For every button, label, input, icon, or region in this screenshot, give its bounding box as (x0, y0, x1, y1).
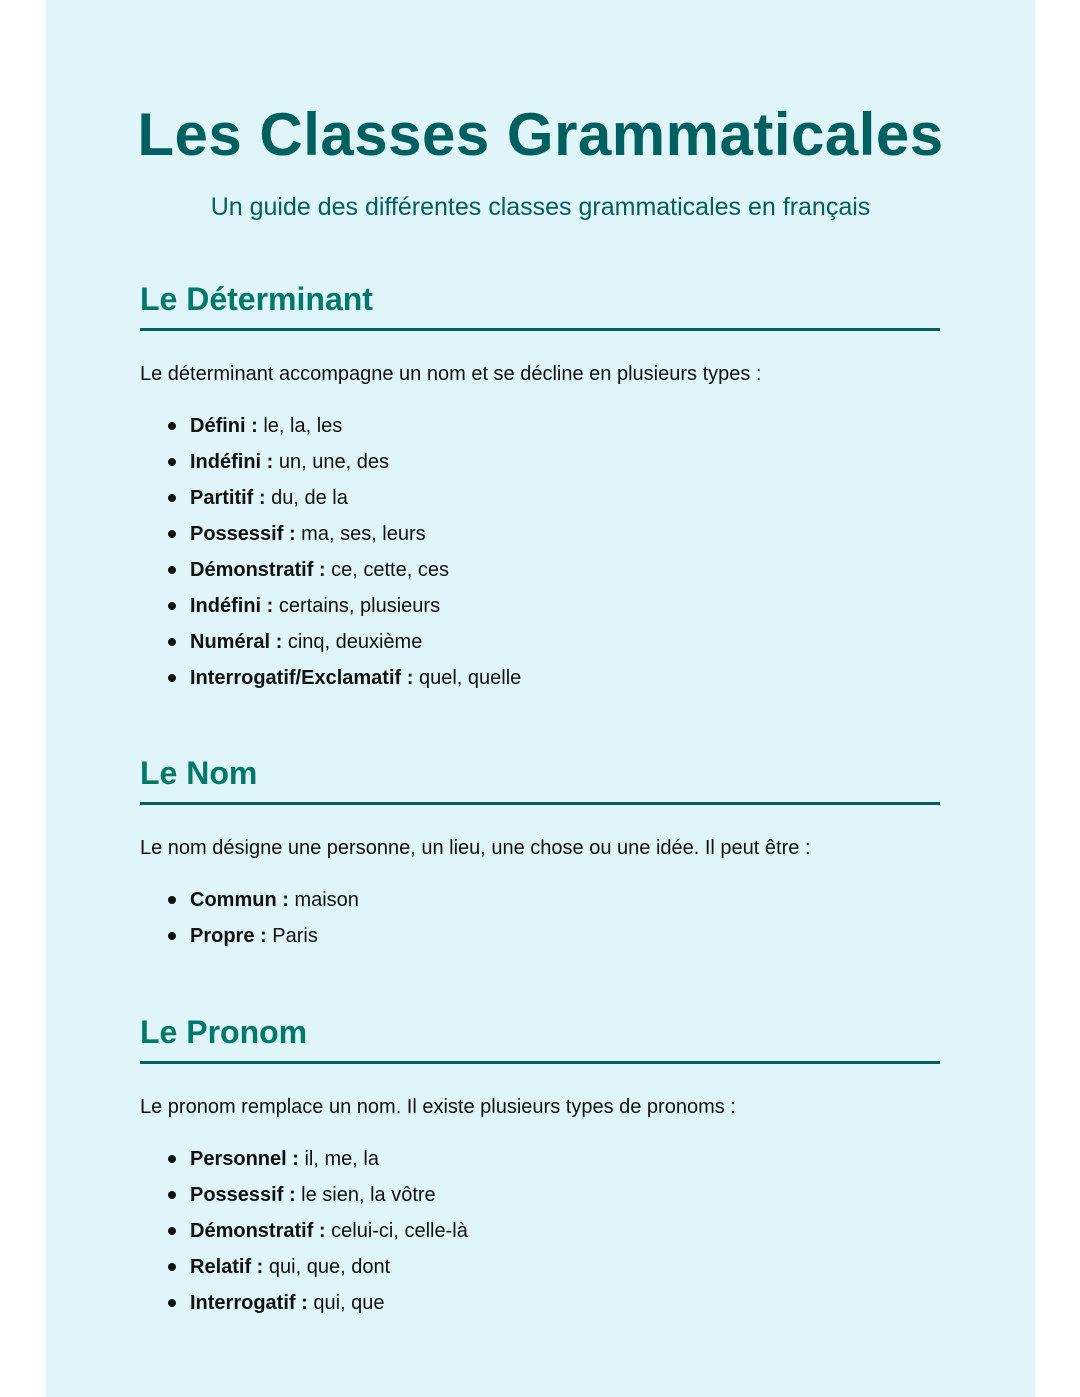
pronom-list (140, 1146, 940, 1316)
determinant-list (140, 413, 940, 691)
item-term: Interrogatif/Exclamatif : (190, 667, 414, 690)
section-nom (140, 754, 940, 959)
item-examples: cinq, deuxième (287, 631, 423, 654)
item-term: Démonstratif : (190, 559, 326, 582)
section-intro: Le pronom remplace un nom. Il existe plusieurs types de pronoms : (140, 1096, 736, 1119)
item-term: Indéfini : (190, 451, 274, 474)
list-item (166, 1290, 940, 1316)
item-term: Démonstratif : (190, 1220, 326, 1243)
item-term: Propre : (190, 925, 267, 948)
item-examples: qui, que, dont (268, 1256, 391, 1279)
document-page (46, 0, 1035, 1397)
item-term: Possessif : (190, 1184, 296, 1207)
item-examples: du, de la (271, 487, 348, 510)
list-item (166, 923, 940, 949)
bullet-icon (168, 602, 176, 610)
bullet-icon (168, 1155, 176, 1163)
list-item (166, 521, 940, 547)
section-intro: Le déterminant accompagne un nom et se décline en plusieurs types : (140, 363, 762, 386)
bullet-icon (168, 674, 176, 682)
bullet-icon (168, 422, 176, 430)
item-examples: qui, que (313, 1292, 385, 1315)
item-term: Commun : (190, 889, 289, 912)
section-heading: Le Nom (140, 754, 940, 805)
list-item (166, 449, 940, 475)
item-examples: le, la, les (263, 415, 343, 438)
item-term: Personnel : (190, 1148, 299, 1171)
bullet-icon (168, 638, 176, 646)
list-item (166, 629, 940, 655)
list-item (166, 413, 940, 439)
bullet-icon (168, 1299, 176, 1307)
list-item (166, 1182, 940, 1208)
bullet-icon (168, 1263, 176, 1271)
bullet-icon (168, 458, 176, 466)
bullet-icon (168, 1227, 176, 1235)
section-heading: Le Pronom (140, 1013, 940, 1064)
item-examples: celui-ci, celle-là (331, 1220, 468, 1243)
item-examples: quel, quelle (418, 667, 522, 690)
list-item (166, 1146, 940, 1172)
section-pronom (140, 1013, 940, 1326)
item-term: Interrogatif : (190, 1292, 308, 1315)
list-item (166, 887, 940, 913)
section-intro: Le nom désigne une personne, un lieu, une chose ou une idée. Il peut être : (140, 837, 811, 860)
document-subtitle: Un guide des différentes classes grammaticales en français (210, 193, 871, 221)
bullet-icon (168, 530, 176, 538)
item-examples: un, une, des (278, 451, 389, 474)
item-term: Indéfini : (190, 595, 274, 618)
list-item (166, 593, 940, 619)
section-heading: Le Déterminant (140, 280, 940, 331)
item-examples: Paris (272, 925, 318, 948)
document-title: Les Classes Grammaticales (137, 101, 944, 168)
section-determinant (140, 280, 940, 701)
item-examples: certains, plusieurs (278, 595, 441, 618)
item-examples: ma, ses, leurs (301, 523, 426, 546)
item-examples: le sien, la vôtre (301, 1184, 436, 1207)
bullet-icon (168, 932, 176, 940)
bullet-icon (168, 896, 176, 904)
item-examples: maison (294, 889, 359, 912)
list-item (166, 557, 940, 583)
list-item (166, 1254, 940, 1280)
bullet-icon (168, 494, 176, 502)
list-item (166, 485, 940, 511)
bullet-icon (168, 1191, 176, 1199)
item-examples: ce, cette, ces (331, 559, 449, 582)
bullet-icon (168, 566, 176, 574)
item-term: Défini : (190, 415, 258, 438)
item-term: Partitif : (190, 487, 266, 510)
list-item (166, 665, 940, 691)
list-item (166, 1218, 940, 1244)
item-term: Relatif : (190, 1256, 264, 1279)
item-term: Numéral : (190, 631, 283, 654)
nom-list (140, 887, 940, 949)
item-examples: il, me, la (304, 1148, 379, 1171)
item-term: Possessif : (190, 523, 296, 546)
